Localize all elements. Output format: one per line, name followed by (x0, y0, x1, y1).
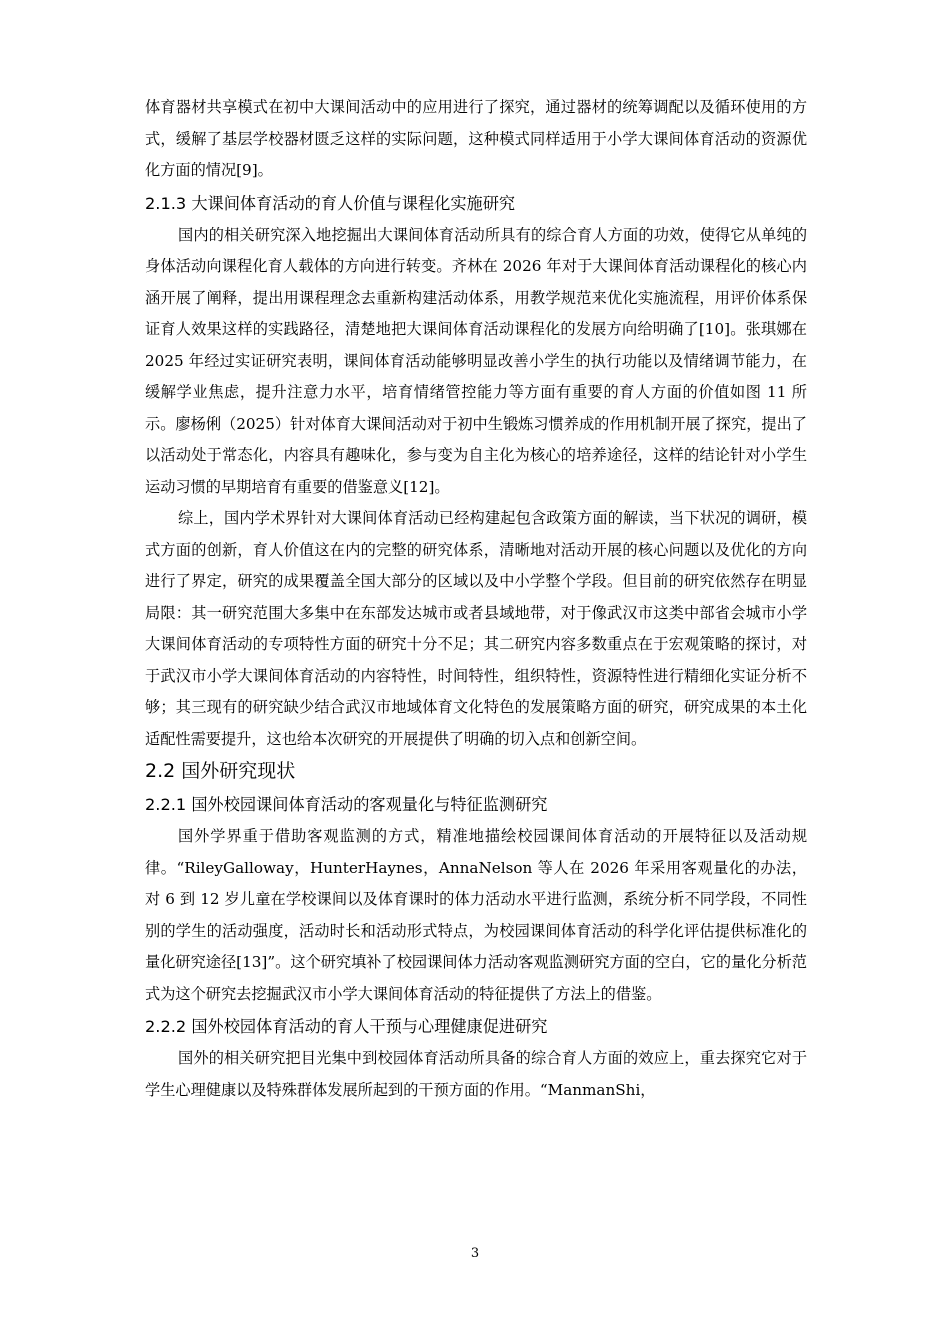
heading-2-2: 2.2 国外研究现状 (145, 760, 296, 782)
heading-2-2-1: 2.2.1 国外校园课间体育活动的客观量化与特征监测研究 (145, 795, 548, 814)
paragraph-educational-value: 国内的相关研究深入地挖掘出大课间体育活动所具有的综合育人方面的功效，使得它从单纯的身体活动向课程化育人载体的方向进行转变。齐林在 2026 年对于大课间体育活动课程化的核心内涵开展了阐释，提出用课程理念去重新构建活动体系，用教学规范来优化实施流程，用评价体系保证育人效果这样的实践路径，清楚地把大课间体育活动课程化的发展方向给明确了[10]。张琪娜在 2025 年经过实证研究表明，课间体育活动能够明显改善小学生的执行功能以及情绪调节能力，在缓解学业焦虑，提升注意力水平，培育情绪管控能力等方面有重要的育人方面的价值如图 11 所示。廖杨俐（2025）针对体育大课间活动对于初中生锻炼习惯养成的作用机制开展了探究，提出了以活动处于常态化，内容具有趣味化，参与变为自主化为核心的培养途径，这样的结论针对小学生运动习惯的早期培育有重要的借鉴意义[12]。 (145, 225, 807, 496)
heading-2-2-2: 2.2.2 国外校园体育活动的育人干预与心理健康促进研究 (145, 1017, 548, 1036)
paragraph-objective-monitoring: 国外学界重于借助客观监测的方式，精准地描绘校园课间体育活动的开展特征以及活动规律。“RileyGalloway，HunterHaynes，AnnaNelson 等人在 2026 年采用客观量化的办法，对 6 到 12 岁儿童在学校课间以及体育课时的体力活动水平进行监测，系统分析不同学段，不同性别的学生的活动强度，活动时长和活动形式特点，为校园课间体育活动的科学化评估提供标准化的量化研究途径[13]”。这个研究填补了校园课间体力活动客观监测研究方面的空白，它的量化分析范式为这个研究去挖掘武汉市小学大课间体育活动的特征提供了方法上的借鉴。 (145, 827, 807, 1003)
paragraph-mental-health: 国外的相关研究把目光集中到校园体育活动所具备的综合育人方面的效应上，重去探究它对于学生心理健康以及特殊群体发展所起到的干预方面的作用。“ManmanShi， (145, 1049, 807, 1099)
heading-2-1-3: 2.1.3 大课间体育活动的育人价值与课程化实施研究 (145, 193, 516, 213)
document-body (145, 92, 807, 1106)
paragraph-summary: 综上，国内学术界针对大课间体育活动已经构建起包含政策方面的解读，当下状况的调研，模式方面的创新，育人价值这在内的完整的研究体系，清晰地对活动开展的核心问题以及优化的方向进行了界定，研究的成果覆盖全国大部分的区域以及中小学整个学段。但目前的研究依然存在明显局限：其一研究范围大多集中在东部发达城市或者县域地带，对于像武汉市这类中部省会城市小学大课间体育活动的专项特性方面的研究十分不足；其二研究内容多数重点在于宏观策略的探讨，对于武汉市小学大课间体育活动的内容特性，时间特性，组织特性，资源特性进行精细化实证分析不够；其三现有的研究缺少结合武汉市地域体育文化特色的发展策略方面的研究，研究成果的本土化适配性需要提升，这也给本次研究的开展提供了明确的切入点和创新空间。 (145, 509, 807, 748)
paragraph-continuation: 体育器材共享模式在初中大课间活动中的应用进行了探究，通过器材的统筹调配以及循环使用的方式，缓解了基层学校器材匮乏这样的实际问题，这种模式同样适用于小学大课间体育活动的资源优化方面的情况[9]。 (145, 98, 807, 179)
page-number: 3 (470, 1246, 480, 1261)
